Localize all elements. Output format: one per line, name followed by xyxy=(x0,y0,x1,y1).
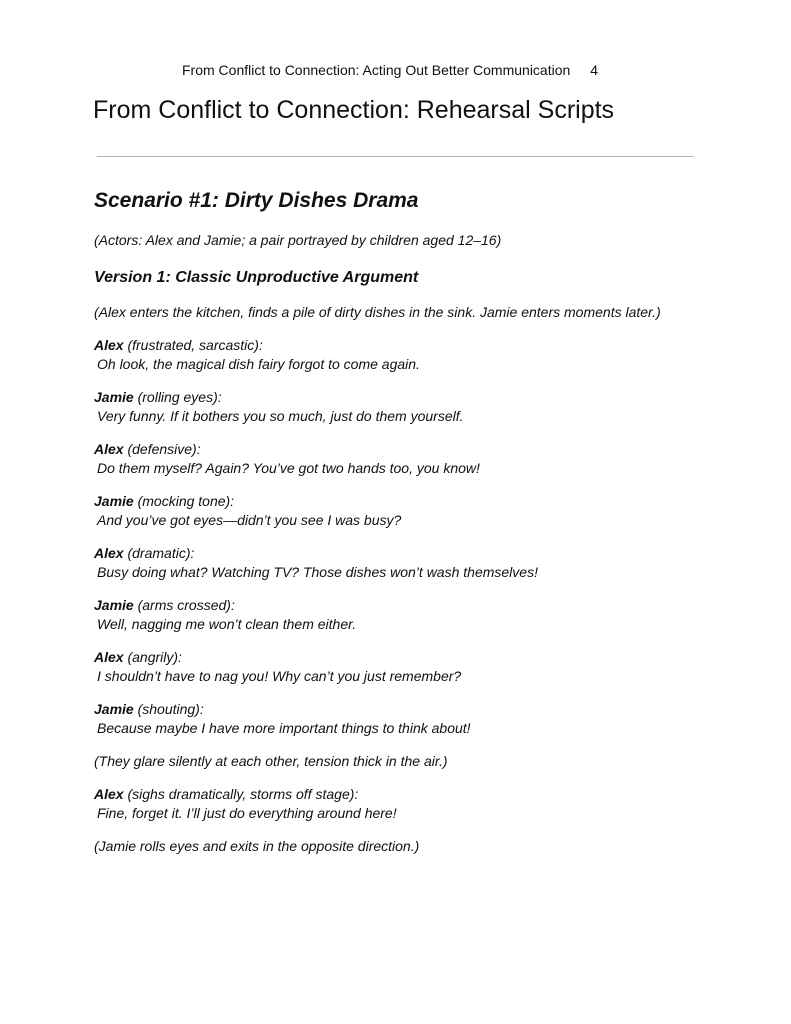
actors-note: (Actors: Alex and Jamie; a pair portrayed by children aged 12–16) xyxy=(94,232,502,248)
speaker-name: Alex xyxy=(94,649,124,665)
speaker-direction: (dramatic): xyxy=(127,545,195,561)
dialogue-text: Because maybe I have more important things to think about! xyxy=(97,720,471,736)
dialogue-line xyxy=(94,700,734,738)
dialogue-text: Oh look, the magical dish fairy forgot to come again. xyxy=(97,356,420,372)
speaker-name: Alex xyxy=(94,786,124,802)
speaker-direction: (angrily): xyxy=(127,649,182,665)
speaker-name: Alex xyxy=(94,441,124,457)
running-title: From Conflict to Connection: Acting Out Better Communication xyxy=(182,62,571,78)
dialogue-text: Very funny. If it bothers you so much, just do them yourself. xyxy=(97,408,464,424)
dialogue-text: Busy doing what? Watching TV? Those dishes won’t wash themselves! xyxy=(97,564,538,580)
dialogue-text: And you’ve got eyes—didn’t you see I was busy? xyxy=(97,512,402,528)
running-header xyxy=(182,62,598,78)
document-title: From Conflict to Connection: Rehearsal Scripts xyxy=(93,96,615,124)
speaker-name: Jamie xyxy=(94,389,134,405)
speaker-direction: (defensive): xyxy=(127,441,201,457)
dialogue-line xyxy=(94,785,734,823)
dialogue-text: Fine, forget it. I’ll just do everything around here! xyxy=(97,805,397,821)
speaker-name: Jamie xyxy=(94,597,134,613)
speaker-direction: (mocking tone): xyxy=(137,493,235,509)
dialogue-text: Do them myself? Again? You’ve got two hands too, you know! xyxy=(97,460,480,476)
version-title: Version 1: Classic Unproductive Argument xyxy=(94,269,419,286)
speaker-direction: (shouting): xyxy=(137,701,204,717)
speaker-name: Jamie xyxy=(94,493,134,509)
dialogue-text: Well, nagging me won’t clean them either. xyxy=(97,616,357,632)
horizontal-divider xyxy=(97,156,694,157)
dialogue-line xyxy=(94,544,734,582)
speaker-direction: (frustrated, sarcastic): xyxy=(127,337,263,353)
page-number: 4 xyxy=(590,62,599,78)
speaker-direction: (sighs dramatically, storms off stage): xyxy=(127,786,359,802)
scenario-title: Scenario #1: Dirty Dishes Drama xyxy=(94,189,419,212)
dialogue-line xyxy=(94,336,734,374)
dialogue-line xyxy=(94,440,734,478)
speaker-name: Alex xyxy=(94,337,124,353)
stage-direction-opening: (Alex enters the kitchen, finds a pile of dirty dishes in the sink. Jamie enters moments later.) xyxy=(94,304,661,320)
dialogue-line xyxy=(94,596,734,634)
speaker-name: Alex xyxy=(94,545,124,561)
dialogue-line xyxy=(94,388,734,426)
script-content xyxy=(94,186,734,856)
dialogue-text: I shouldn’t have to nag you! Why can’t you just remember? xyxy=(97,668,462,684)
speaker-direction: (rolling eyes): xyxy=(137,389,222,405)
speaker-name: Jamie xyxy=(94,701,134,717)
stage-direction-closing: (Jamie rolls eyes and exits in the opposite direction.) xyxy=(94,838,420,854)
speaker-direction: (arms crossed): xyxy=(137,597,235,613)
dialogue-line xyxy=(94,492,734,530)
dialogue-line xyxy=(94,648,734,686)
stage-direction-middle: (They glare silently at each other, tension thick in the air.) xyxy=(94,753,448,769)
